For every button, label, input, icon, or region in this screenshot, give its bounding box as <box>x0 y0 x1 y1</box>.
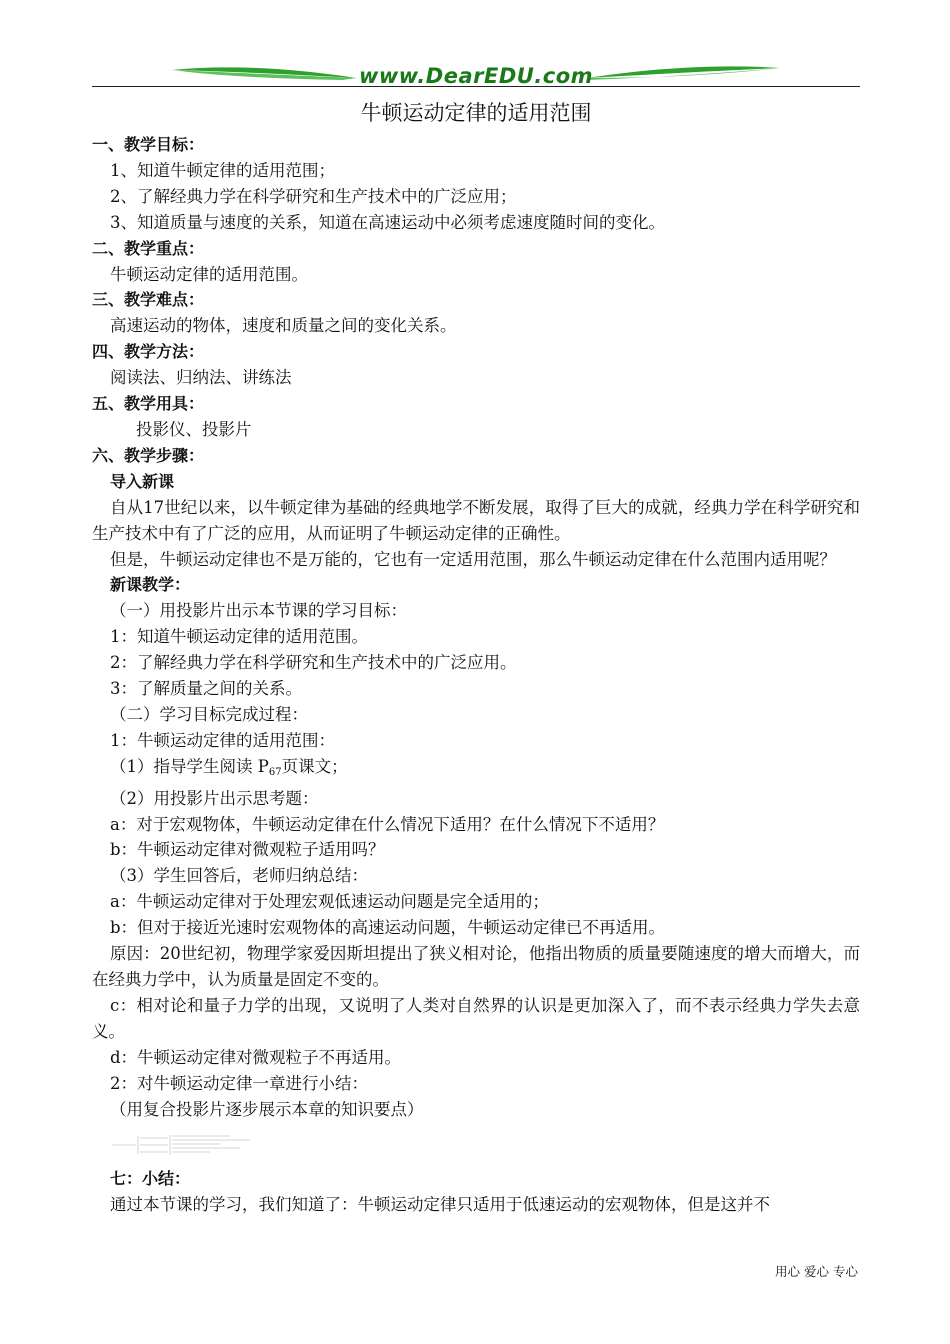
objective-item: 2、了解经典力学在科学研究和生产技术中的广泛应用； <box>110 186 517 206</box>
step-line: a：牛顿运动定律对于处理宏观低速运动问题是完全适用的； <box>110 892 549 912</box>
reading-suffix: 页课文； <box>281 756 348 776</box>
step-line: d：牛顿运动定律对微观粒子不再适用。 <box>110 1047 402 1067</box>
paragraph: 但是，牛顿运动定律也不是万能的，它也有一定适用范围，那么牛顿运动定律在什么范围内适用呢？ <box>110 549 836 569</box>
section-heading: 三、教学难点： <box>92 290 205 310</box>
chapter-summary-thumbnail <box>92 1122 860 1166</box>
subsection-heading: 新课教学： <box>110 575 191 595</box>
section-heading: 四、教学方法： <box>92 342 205 362</box>
section-heading: 二、教学重点： <box>92 238 205 258</box>
step-line: （用复合投影片逐步展示本章的知识要点） <box>110 1099 424 1119</box>
step-line: 3：了解质量之间的关系。 <box>110 679 302 699</box>
step-line: （3）学生回答后，老师归纳总结： <box>110 866 368 886</box>
section-text: 通过本节课的学习，我们知道了：牛顿运动定律只适用于低速运动的宏观物体，但是这并不 <box>110 1195 770 1215</box>
page-number-subscript: 67 <box>268 766 282 778</box>
paragraph: 自从17世纪以来，以牛顿定律为基础的经典地学不断发展，取得了巨大的成就，经典力学在科学研究和生产技术中有了广泛的应用，从而证明了牛顿运动定律的正确性。 <box>92 497 860 543</box>
step-line: （一）用投影片出示本节课的学习目标： <box>110 601 407 621</box>
page-title: 牛顿运动定律的适用范围 <box>360 101 592 125</box>
site-logo-text[interactable]: www.DearEDU.com <box>358 64 594 88</box>
paragraph: 原因：20世纪初，物理学家爱因斯坦提出了狭义相对论，他指出物质的质量要随速度的增大而增大，而在经典力学中，认为质量是固定不变的。 <box>92 944 860 989</box>
section-text: 投影仪、投影片 <box>136 419 252 439</box>
step-line: 2：对牛顿运动定律一章进行小结： <box>110 1073 368 1093</box>
section-text: 牛顿运动定律的适用范围。 <box>110 264 308 284</box>
step-line: a：对于宏观物体，牛顿运动定律在什么情况下适用？在什么情况下不适用？ <box>110 814 665 834</box>
header-rule <box>92 86 860 87</box>
step-line: （2）用投影片出示思考题： <box>110 788 319 808</box>
section-heading: 七：小结： <box>110 1169 191 1189</box>
step-line-reading <box>92 754 860 786</box>
objective-item: 1、知道牛顿定律的适用范围； <box>110 160 335 180</box>
subsection-heading: 导入新课 <box>110 471 175 491</box>
section-heading: 六、教学步骤： <box>92 445 205 465</box>
reading-prefix: （1）指导学生阅读 P <box>110 756 269 776</box>
step-line: 1：知道牛顿运动定律的适用范围。 <box>110 627 368 647</box>
step-line: 1：牛顿运动定律的适用范围： <box>110 730 335 750</box>
section-heading: 五、教学用具： <box>92 394 205 414</box>
section-heading: 一、教学目标： <box>92 135 205 154</box>
faint-diagram-image <box>110 1134 260 1156</box>
page-footer: 用心 爱心 专心 <box>775 1264 858 1279</box>
step-line: b：但对于接近光速时宏观物体的高速运动问题，牛顿运动定律已不再适用。 <box>110 918 666 938</box>
step-line: （二）学习目标完成过程： <box>110 704 308 724</box>
section-text: 阅读法、归纳法、讲练法 <box>110 368 292 388</box>
step-line: b：牛顿运动定律对微观粒子适用吗？ <box>110 840 385 860</box>
document-body <box>92 96 860 1218</box>
step-line: 2：了解经典力学在科学研究和生产技术中的广泛应用。 <box>110 653 517 673</box>
site-banner <box>92 60 860 92</box>
section-text: 高速运动的物体，速度和质量之间的变化关系。 <box>110 316 457 336</box>
objective-item: 3、知道质量与速度的关系，知道在高速运动中必须考虑速度随时间的变化。 <box>110 212 665 232</box>
paragraph: c：相对论和量子力学的出现，又说明了人类对自然界的认识是更加深入了，而不表示经典力学失去意义。 <box>92 995 860 1041</box>
